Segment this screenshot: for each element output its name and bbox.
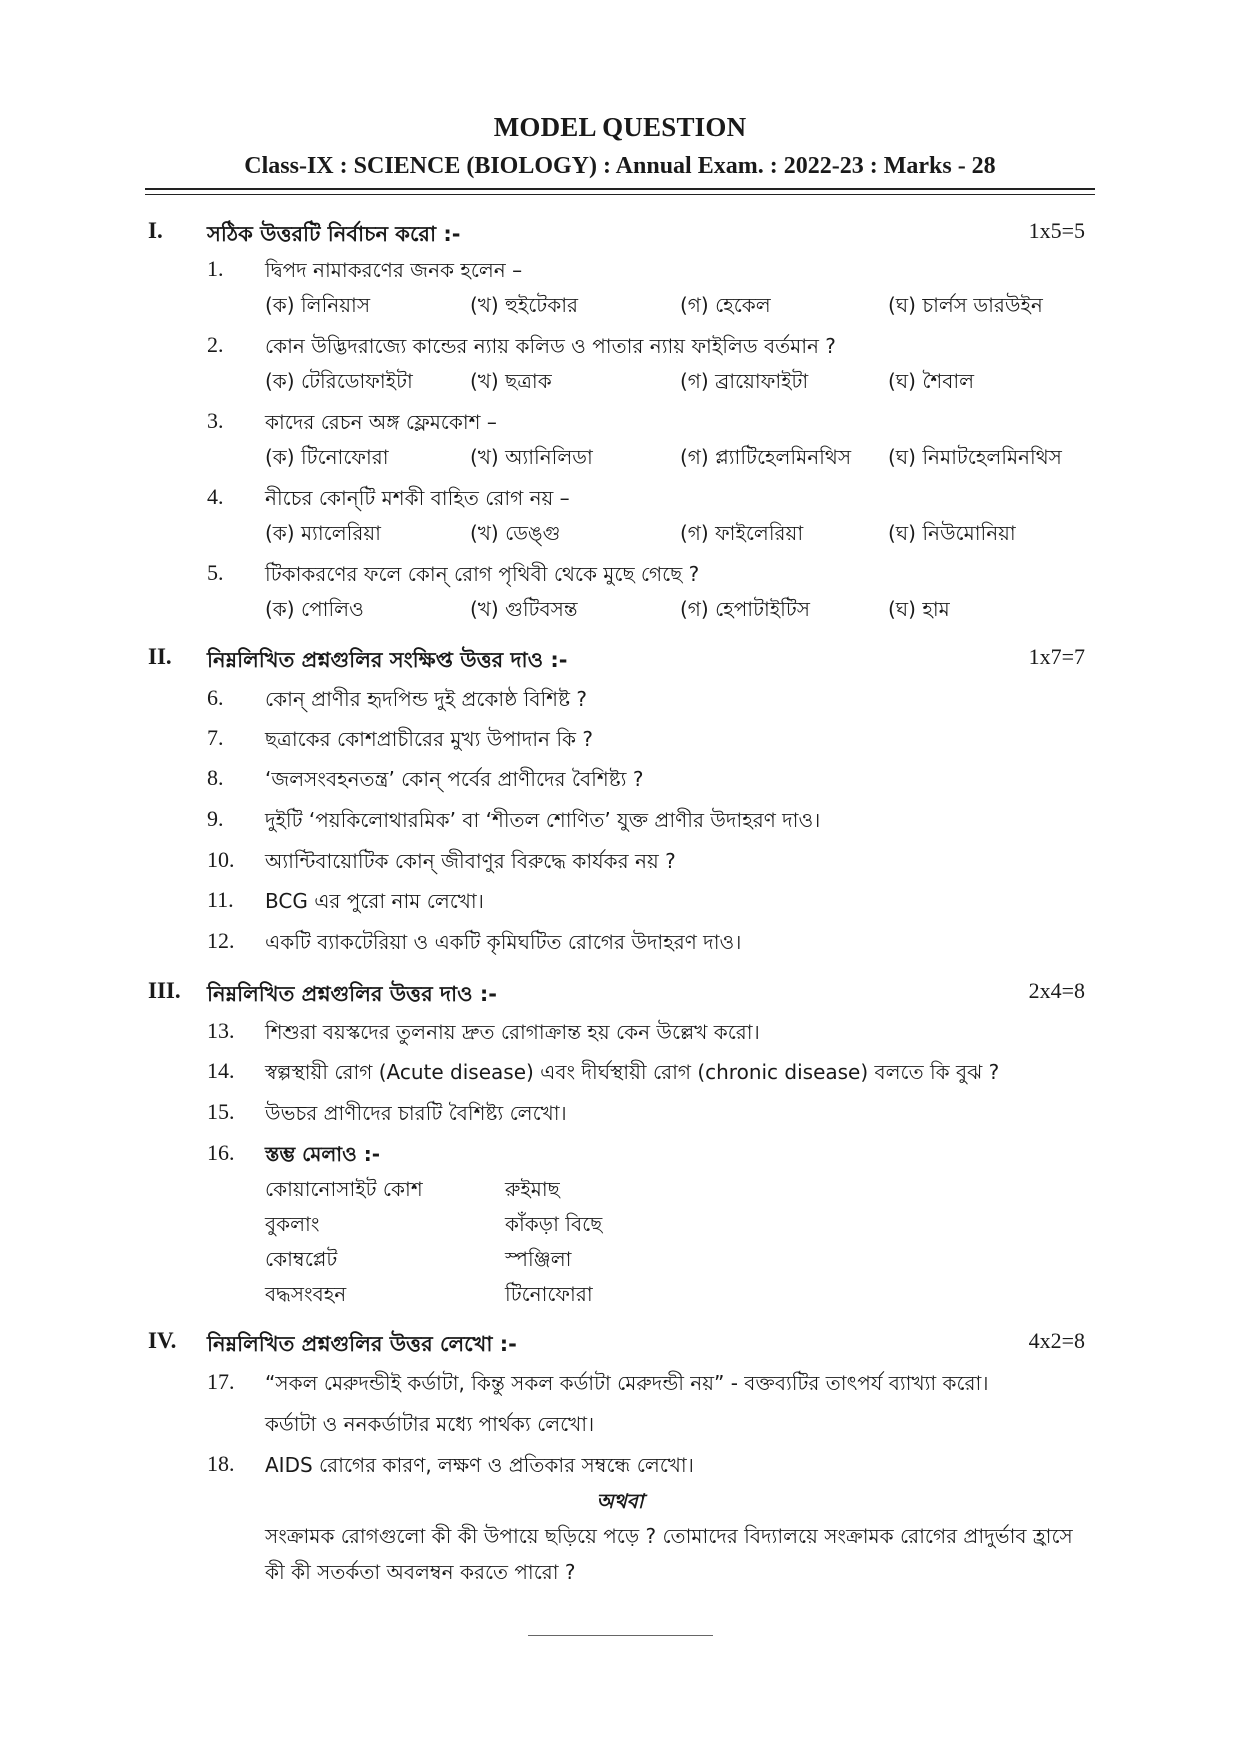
question-text: কোন উদ্ভিদরাজ্যে কান্ডের ন্যায় কলিড ও পাতার ন্যায় ফাইলিড বর্তমান ? <box>265 334 836 358</box>
question-text: নীচের কোন্‌টি মশকী বাহিত রোগ নয় – <box>265 486 570 510</box>
question-number: 13. <box>207 1018 235 1043</box>
question-text: “সকল মেরুদন্ডীই কর্ডাটা, কিন্তু সকল কর্ডাটা মেরুদন্ডী নয়” - বক্তব্যটির তাৎপর্য ব্যাখ্যা করো। <box>265 1371 989 1395</box>
question-number: 4. <box>207 484 224 509</box>
option-c: (গ) ব্রায়োফাইটা <box>680 369 809 393</box>
section-number: III. <box>148 978 181 1003</box>
question-text: দ্বিপদ নামাকরণের জনক হলেন – <box>265 258 523 282</box>
or-label: অথবা <box>596 1489 644 1513</box>
section-heading: নিম্নলিখিত প্রশ্নগুলির উত্তর লেখো :- <box>207 1332 517 1356</box>
question-text: BCG এর পুরো নাম লেখো। <box>265 889 484 913</box>
question-text: AIDS রোগের কারণ, লক্ষণ ও প্রতিকার সম্বন্ধে লেখো। <box>265 1453 694 1477</box>
option-c: (গ) ফাইলেরিয়া <box>680 521 804 545</box>
match-right-item: কাঁকড়া বিছে <box>505 1212 603 1236</box>
question-number: 8. <box>207 765 224 790</box>
section-marks: 2x4=8 <box>1028 978 1085 1003</box>
question-number: 16. <box>207 1140 235 1165</box>
match-left-item: কোয়ানোসাইট কোশ <box>265 1177 423 1201</box>
question-number: 5. <box>207 560 224 585</box>
header-rule-top <box>145 188 1095 190</box>
option-a: (ক) ম্যালেরিয়া <box>265 521 381 545</box>
question-number: 11. <box>207 887 234 912</box>
question-number: 1. <box>207 256 224 281</box>
option-d: (ঘ) শৈবাল <box>888 369 975 393</box>
question-text: স্বল্পস্থায়ী রোগ (Acute disease) এবং দীর্ঘস্থায়ী রোগ (chronic disease) বলতে কি বুঝ ? <box>265 1060 1000 1084</box>
option-c: (গ) হেকেল <box>680 293 771 317</box>
question-number: 12. <box>207 928 235 953</box>
question-text: স্তম্ভ মেলাও :- <box>265 1142 381 1166</box>
option-d: (ঘ) হাম <box>888 597 950 621</box>
match-left-item: বদ্ধসংবহন <box>265 1282 347 1306</box>
question-number: 14. <box>207 1058 235 1083</box>
option-a: (ক) পোলিও <box>265 597 364 621</box>
match-right-item: স্পঞ্জিলা <box>505 1247 572 1271</box>
section-number: IV. <box>148 1328 177 1353</box>
question-text: একটি ব্যাকটেরিয়া ও একটি কৃমিঘটিত রোগের উদাহরণ দাও। <box>265 930 742 954</box>
question-text: ছত্রাকের কোশপ্রাচীরের মুখ্য উপাদান কি ? <box>265 727 594 751</box>
section-marks: 1x7=7 <box>1028 644 1085 669</box>
section-number: II. <box>148 644 172 669</box>
question-number: 10. <box>207 847 235 872</box>
question-number: 3. <box>207 408 224 433</box>
option-c: (গ) প্ল্যাটিহেলমিনথিস <box>680 445 852 469</box>
end-divider <box>528 1635 713 1636</box>
alternate-question-line-2: কী কী সতর্কতা অবলম্বন করতে পারো ? <box>265 1560 576 1584</box>
section-marks: 1x5=5 <box>1028 218 1085 243</box>
section-marks: 4x2=8 <box>1028 1328 1085 1353</box>
page-subtitle: Class-IX : SCIENCE (BIOLOGY) : Annual Exam. : 2022-23 : Marks - 28 <box>244 153 996 179</box>
question-text: উভচর প্রাণীদের চারটি বৈশিষ্ট্য লেখো। <box>265 1101 567 1125</box>
alternate-question-line-1: সংক্রামক রোগগুলো কী কী উপায়ে ছড়িয়ে পড়ে ? তোমাদের বিদ্যালয়ে সংক্রামক রোগের প্রাদুর্ভাব হ্রাসে <box>265 1524 1073 1548</box>
question-text: ‘জলসংবহনতন্ত্র’ কোন্ পর্বের প্রাণীদের বৈশিষ্ট্য ? <box>265 767 644 791</box>
question-number: 6. <box>207 685 224 710</box>
match-right-item: রুইমাছ <box>505 1177 560 1201</box>
question-text: অ্যান্টিবায়োটিক কোন্ জীবাণুর বিরুদ্ধে কার্যকর নয় ? <box>265 849 676 873</box>
option-d: (ঘ) চার্লস ডারউইন <box>888 293 1043 317</box>
question-text: দুইটি ‘পয়কিলোথারমিক’ বা ‘শীতল শোণিত’ যুক্ত প্রাণীর উদাহরণ দাও। <box>265 808 821 832</box>
option-b: (খ) ছত্রাক <box>470 369 552 393</box>
option-a: (ক) লিনিয়াস <box>265 293 371 317</box>
match-left-item: বুকলাং <box>265 1212 320 1236</box>
option-b: (খ) ডেঙ্গু <box>470 521 561 545</box>
section-heading: সঠিক উত্তরটি নির্বাচন করো :- <box>207 222 461 246</box>
option-d: (ঘ) নিউমোনিয়া <box>888 521 1016 545</box>
match-right-item: টিনোফোরা <box>505 1282 593 1306</box>
option-b: (খ) অ্যানিলিডা <box>470 445 593 469</box>
option-b: (খ) হুইটেকার <box>470 293 578 317</box>
match-left-item: কোম্বপ্লেট <box>265 1247 338 1271</box>
question-text: কাদের রেচন অঙ্গ ফ্লেমকোশ – <box>265 410 497 434</box>
question-text: শিশুরা বয়স্কদের তুলনায় দ্রুত রোগাক্রান্ত হয় কেন উল্লেখ করো। <box>265 1020 760 1044</box>
option-a: (ক) টেরিডোফাইটা <box>265 369 413 393</box>
question-number: 17. <box>207 1369 235 1394</box>
section-heading: নিম্নলিখিত প্রশ্নগুলির উত্তর দাও :- <box>207 982 497 1006</box>
question-number: 9. <box>207 806 224 831</box>
option-d: (ঘ) নিমাটহেলমিনথিস <box>888 445 1062 469</box>
header-rule-bottom <box>145 194 1095 195</box>
question-text: কোন্ প্রাণীর হৃদপিন্ড দুই প্রকোষ্ঠ বিশিষ্ট ? <box>265 687 587 711</box>
question-text-continued: কর্ডাটা ও ননকর্ডাটার মধ্যে পার্থক্য লেখো। <box>265 1412 595 1436</box>
option-c: (গ) হেপাটাইটিস <box>680 597 810 621</box>
section-number: I. <box>148 218 163 243</box>
option-a: (ক) টিনোফোরা <box>265 445 389 469</box>
section-heading: নিম্নলিখিত প্রশ্নগুলির সংক্ষিপ্ত উত্তর দাও :- <box>207 648 568 672</box>
option-b: (খ) গুটিবসন্ত <box>470 597 578 621</box>
question-number: 2. <box>207 332 224 357</box>
question-text: টিকাকরণের ফলে কোন্ রোগ পৃথিবী থেকে মুছে গেছে ? <box>265 562 700 586</box>
question-number: 18. <box>207 1451 235 1476</box>
question-number: 7. <box>207 725 224 750</box>
page-title: MODEL QUESTION <box>493 112 747 142</box>
question-number: 15. <box>207 1099 235 1124</box>
